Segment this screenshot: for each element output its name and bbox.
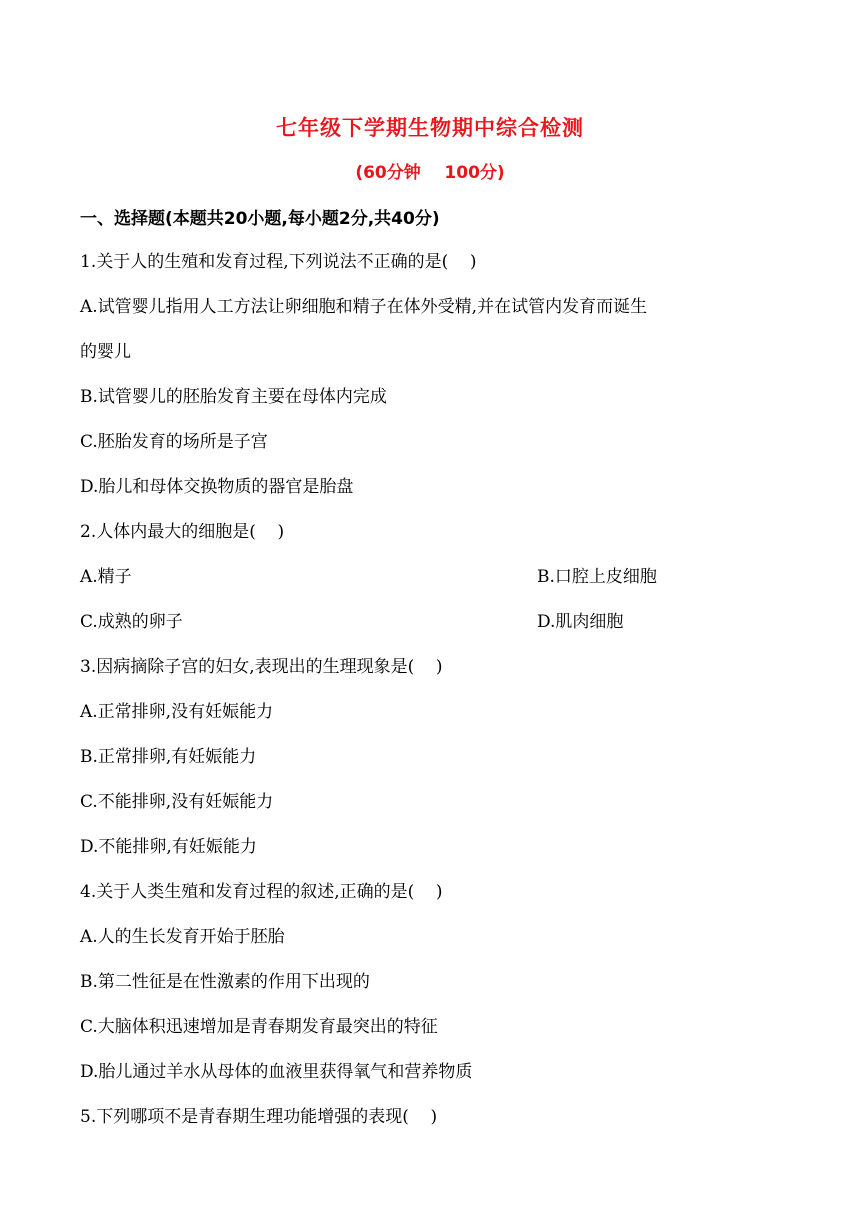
question-3-stem: 3.因病摘除子宫的妇女,表现出的生理现象是( )	[80, 657, 443, 677]
question-2-option-c: C.成熟的卵子	[80, 612, 183, 632]
question-2-stem: 2.人体内最大的细胞是( )	[80, 522, 285, 542]
question-3-option-b: B.正常排卵,有妊娠能力	[80, 747, 257, 767]
question-1-stem: 1.关于人的生殖和发育过程,下列说法不正确的是( )	[80, 252, 477, 272]
question-2-option-d: D.肌肉细胞	[537, 612, 624, 632]
question-5-stem: 5.下列哪项不是青春期生理功能增强的表现( )	[80, 1107, 438, 1127]
question-2-option-a: A.精子	[80, 567, 132, 587]
page-subtitle: (60分钟 100分)	[355, 163, 505, 183]
question-3-option-a: A.正常排卵,没有妊娠能力	[80, 702, 274, 722]
question-1-option-a: A.试管婴儿指用人工方法让卵细胞和精子在体外受精,并在试管内发育而诞生	[80, 297, 648, 317]
question-3-option-d: D.不能排卵,有妊娠能力	[80, 837, 257, 857]
question-4-option-c: C.大脑体积迅速增加是青春期发育最突出的特征	[80, 1017, 438, 1037]
question-1-option-b: B.试管婴儿的胚胎发育主要在母体内完成	[80, 387, 387, 407]
page-title: 七年级下学期生物期中综合检测	[276, 116, 584, 140]
question-1-option-a-cont: 的婴儿	[80, 342, 131, 362]
question-1-option-d: D.胎儿和母体交换物质的器官是胎盘	[80, 477, 354, 497]
question-4-option-a: A.人的生长发育开始于胚胎	[80, 927, 285, 947]
question-4-option-d: D.胎儿通过羊水从母体的血液里获得氧气和营养物质	[80, 1062, 473, 1082]
question-4-option-b: B.第二性征是在性激素的作用下出现的	[80, 972, 370, 992]
section-heading: 一、选择题(本题共20小题,每小题2分,共40分)	[80, 209, 440, 229]
question-3-option-c: C.不能排卵,没有妊娠能力	[80, 792, 274, 812]
question-2-option-b: B.口腔上皮细胞	[537, 567, 657, 587]
question-4-stem: 4.关于人类生殖和发育过程的叙述,正确的是( )	[80, 882, 443, 902]
question-1-option-c: C.胚胎发育的场所是子宫	[80, 432, 268, 452]
